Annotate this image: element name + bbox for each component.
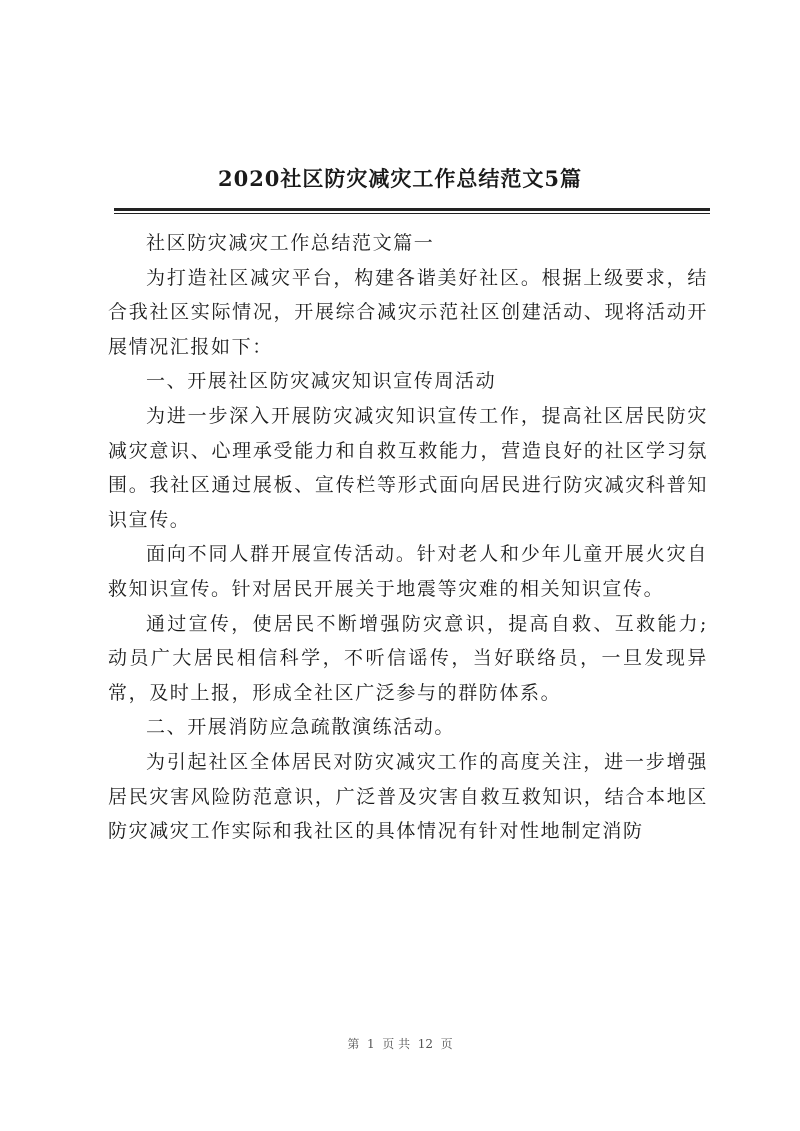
section-heading: 社区防灾减灾工作总结范文篇一 [146,232,435,254]
document-body [108,226,708,849]
section-heading: 二、开展消防应急疏散演练活动。 [146,716,456,739]
body-paragraph: 为进一步深入开展防灾减灾知识宣传工作，提高社区居民防灾减灾意识、心理承受能力和自救互救能力，营造良好的社区学习氛围。我社区通过展板、宣传栏等形式面向居民进行防灾减灾科普知识宣传。 [108,404,708,531]
body-paragraph: 通过宣传，使居民不断增强防灾意识，提高自救、互救能力;动员广大居民相信科学，不听信谣传，当好联络员，一旦发现异常，及时上报，形成全社区广泛参与的群防体系。 [108,612,708,704]
page-number-footer: 第 1 页 共 12 页 [347,1037,453,1051]
body-paragraph: 为引起社区全体居民对防灾减灾工作的高度关注，进一步增强居民灾害风险防范意识，广泛普及灾害自救互救知识，结合本地区防灾减灾工作实际和我社区的具体情况有针对性地制定消防 [108,750,708,843]
section-heading: 一、开展社区防灾减灾知识宣传周活动 [146,370,497,393]
title-divider [114,208,710,214]
body-paragraph: 面向不同人群开展宣传活动。针对老人和少年儿童开展火灾自救知识宣传。针对居民开展关于地震等灾难的相关知识宣传。 [108,543,708,600]
page-title: 2020社区防灾减灾工作总结范文5篇 [217,166,583,191]
body-paragraph: 为打造社区减灾平台，构建各谐美好社区。根据上级要求，结合我社区实际情况，开展综合减灾示范社区创建活动、现将活动开展情况汇报如下： [108,266,708,358]
